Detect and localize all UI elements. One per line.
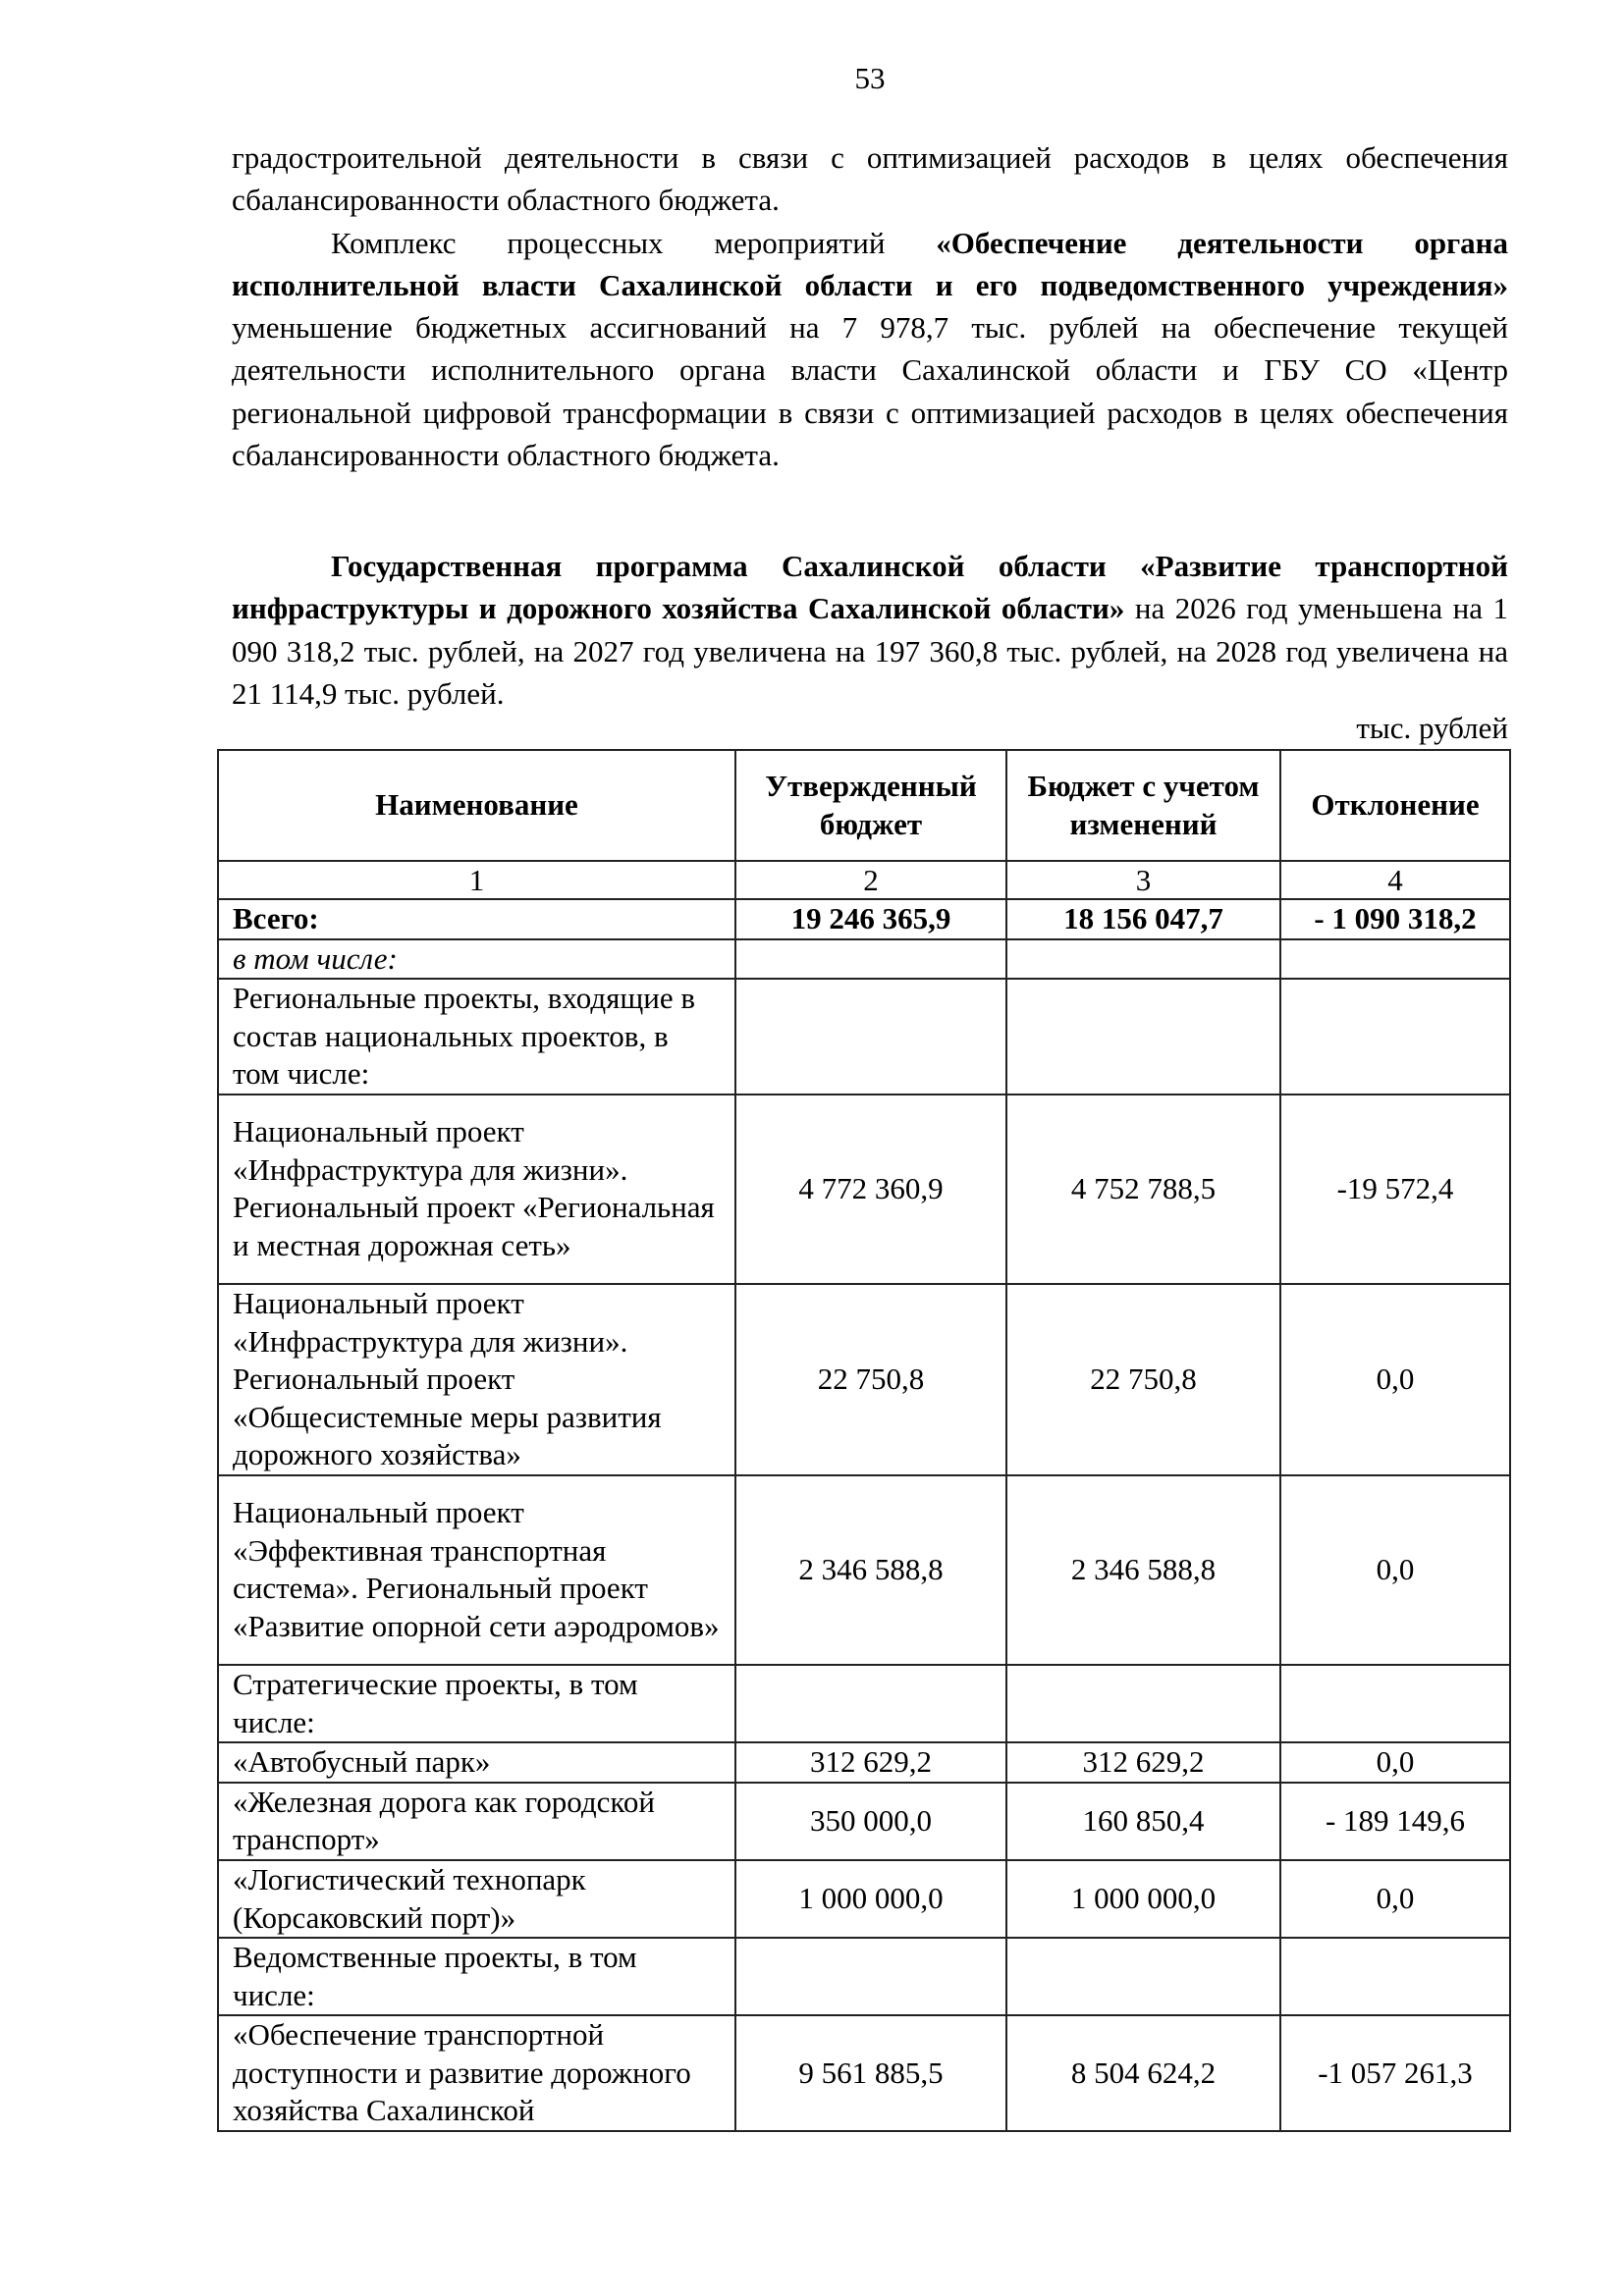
row-revised: 160 850,4 xyxy=(1006,1783,1280,1860)
column-number: 2 xyxy=(735,861,1006,899)
program-summary: на 2026 год уменьшена на 1 090 318,2 тыс. рублей, на 2027 год увеличена на 197 360,8 тыс. рублей, на 2028 год увеличена на 21 114,9 тыс. рублей. xyxy=(232,591,1508,711)
total-approved: 19 246 365,9 xyxy=(735,899,1006,939)
row-approved: 312 629,2 xyxy=(735,1742,1006,1783)
paragraph-lead: Комплекс процессных мероприятий xyxy=(331,225,937,260)
total-row xyxy=(218,899,1510,939)
row-revised: 8 504 624,2 xyxy=(1006,2015,1280,2131)
header-revised-budget: Бюджет с учетом изменений xyxy=(1006,750,1280,861)
table-row xyxy=(218,2015,1510,2131)
table-row xyxy=(218,1095,1510,1284)
column-number: 4 xyxy=(1280,861,1510,899)
header-name: Наименование xyxy=(218,750,735,861)
table-row xyxy=(218,1284,1510,1475)
total-deviation: - 1 090 318,2 xyxy=(1280,899,1510,939)
paragraph-state-program xyxy=(232,545,1508,715)
paragraph-process-activities xyxy=(232,222,1508,477)
paragraph-continuation: градостроительной деятельности в связи с оптимизацией расходов в целях обеспечения сбалансированности областного бюджета. xyxy=(232,140,1508,218)
row-approved: 1 000 000,0 xyxy=(735,1860,1006,1938)
row-deviation: - 189 149,6 xyxy=(1280,1783,1510,1860)
column-number-row xyxy=(218,861,1510,899)
table-row xyxy=(218,1938,1510,2015)
column-number: 3 xyxy=(1006,861,1280,899)
header-deviation: Отклонение xyxy=(1280,750,1510,861)
table-row xyxy=(218,1742,1510,1783)
row-approved xyxy=(735,1938,1006,2015)
row-name: «Обеспечение транспортной доступности и развитие дорожного хозяйства Сахалинской xyxy=(218,2015,735,2131)
row-name: Национальный проект «Инфраструктура для жизни». Региональный проект «Региональная и местная дорожная сеть» xyxy=(218,1095,735,1284)
row-revised xyxy=(1006,979,1280,1095)
empty-cell xyxy=(1280,939,1510,980)
row-name: «Логистический технопарк (Корсаковский порт)» xyxy=(218,1860,735,1938)
table-row xyxy=(218,1783,1510,1860)
activity-title: «Обеспечение деятельности органа исполнительной власти Сахалинской области и его подведомственного учреждения» xyxy=(232,225,1509,302)
table-header-row xyxy=(218,750,1510,861)
row-name: Национальный проект «Инфраструктура для жизни». Региональный проект «Общесистемные меры развития дорожного хозяйства» xyxy=(218,1284,735,1475)
row-name: «Автобусный парк» xyxy=(218,1742,735,1783)
row-name: Ведомственные проекты, в том числе: xyxy=(218,1938,735,2015)
including-row xyxy=(218,939,1510,980)
page-number: 53 xyxy=(854,61,886,95)
row-approved: 2 346 588,8 xyxy=(735,1475,1006,1665)
program-title: Государственная программа Сахалинской области «Развитие транспортной инфраструктуры и дорожного хозяйства Сахалинской области» xyxy=(232,549,1508,626)
table-row xyxy=(218,979,1510,1095)
including-label: в том числе: xyxy=(218,939,735,980)
row-name: Национальный проект «Эффективная транспортная система». Региональный проект «Развитие опорной сети аэродромов» xyxy=(218,1475,735,1665)
units-label: тыс. рублей xyxy=(1356,711,1508,745)
table-row xyxy=(218,1860,1510,1938)
row-deviation: 0,0 xyxy=(1280,1742,1510,1783)
row-name: Стратегические проекты, в том числе: xyxy=(218,1665,735,1742)
row-revised: 1 000 000,0 xyxy=(1006,1860,1280,1938)
total-revised: 18 156 047,7 xyxy=(1006,899,1280,939)
row-name: «Железная дорога как городской транспорт» xyxy=(218,1783,735,1860)
row-approved xyxy=(735,1665,1006,1742)
row-deviation: 0,0 xyxy=(1280,1860,1510,1938)
table-row xyxy=(218,1665,1510,1742)
row-approved: 350 000,0 xyxy=(735,1783,1006,1860)
row-revised xyxy=(1006,1665,1280,1742)
row-revised: 2 346 588,8 xyxy=(1006,1475,1280,1665)
empty-cell xyxy=(735,939,1006,980)
table-row xyxy=(218,1475,1510,1665)
row-revised: 22 750,8 xyxy=(1006,1284,1280,1475)
empty-cell xyxy=(1006,939,1280,980)
budget-table xyxy=(217,749,1511,2132)
paragraph-body: уменьшение бюджетных ассигнований на 7 978,7 тыс. рублей на обеспечение текущей деятельности исполнительного органа власти Сахалинской области и ГБУ СО «Центр региональной цифровой трансформации в связи с оптимизацией расходов в целях обеспечения сбалансированности областного бюджета. xyxy=(232,310,1508,473)
row-approved: 4 772 360,9 xyxy=(735,1095,1006,1284)
row-revised: 4 752 788,5 xyxy=(1006,1095,1280,1284)
row-deviation: -1 057 261,3 xyxy=(1280,2015,1510,2131)
row-revised: 312 629,2 xyxy=(1006,1742,1280,1783)
column-number: 1 xyxy=(218,861,735,899)
row-deviation: 0,0 xyxy=(1280,1475,1510,1665)
row-deviation xyxy=(1280,1938,1510,2015)
row-deviation: -19 572,4 xyxy=(1280,1095,1510,1284)
row-deviation xyxy=(1280,979,1510,1095)
row-revised xyxy=(1006,1938,1280,2015)
header-approved-budget: Утвержденный бюджет xyxy=(735,750,1006,861)
row-approved: 9 561 885,5 xyxy=(735,2015,1006,2131)
row-name: Региональные проекты, входящие в состав национальных проектов, в том числе: xyxy=(218,979,735,1095)
body-text xyxy=(232,136,1508,476)
row-approved: 22 750,8 xyxy=(735,1284,1006,1475)
row-approved xyxy=(735,979,1006,1095)
total-label: Всего: xyxy=(218,899,735,939)
row-deviation: 0,0 xyxy=(1280,1284,1510,1475)
program-text xyxy=(232,545,1508,715)
row-deviation xyxy=(1280,1665,1510,1742)
